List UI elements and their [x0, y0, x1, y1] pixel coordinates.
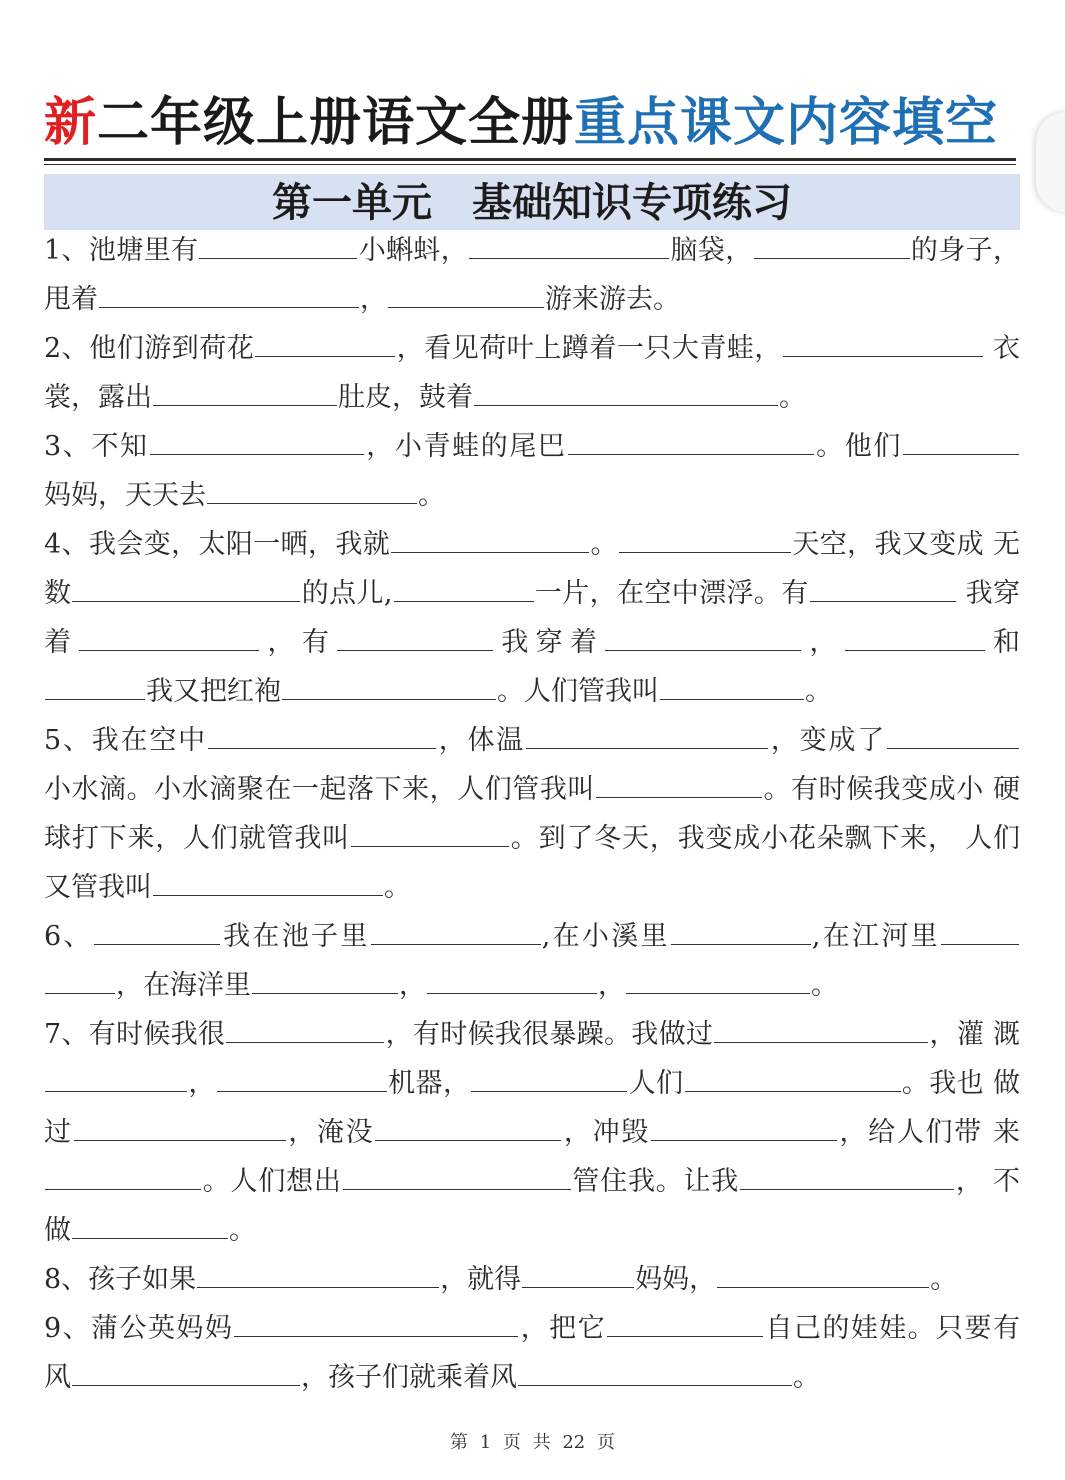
blank[interactable] [252, 963, 398, 994]
blank[interactable] [153, 865, 383, 896]
blank[interactable] [568, 424, 814, 455]
blank[interactable] [619, 522, 791, 553]
blank[interactable] [234, 1306, 518, 1337]
blank[interactable] [671, 914, 811, 945]
blank[interactable] [903, 424, 1019, 455]
question-4: 4、我会变，太阳一晒，我就 。 天空，我又变成 无数 的点儿, 一片，在空中漂浮。有 我穿着 ，有 我穿着 ， 和 我又把红袍 。人们管我叫 。 [44, 520, 1020, 716]
title-highlight: 重点课文内容填空 [574, 93, 999, 153]
blank[interactable] [371, 914, 541, 945]
title-prefix: 新 [44, 93, 98, 153]
blank[interactable] [427, 963, 597, 994]
blank[interactable] [74, 1110, 286, 1141]
page-number: 第 1 页 共 22 页 [450, 1432, 615, 1453]
blank[interactable] [607, 1306, 763, 1337]
blank[interactable] [845, 620, 985, 651]
blank[interactable] [79, 620, 259, 651]
blank[interactable] [208, 718, 436, 749]
blank[interactable] [714, 1012, 928, 1043]
title-main: 二年级上册语文全册 [97, 93, 575, 153]
blank[interactable] [72, 1208, 228, 1239]
blank[interactable] [199, 228, 357, 259]
question-6: 6、 我在池子里 ,在小溪里 ,在江河里 ，在海洋里 ， ， 。 [44, 912, 1020, 1010]
blank[interactable] [526, 718, 768, 749]
blank[interactable] [660, 669, 804, 700]
blank[interactable] [740, 1159, 954, 1190]
question-7: 7、有时候我很 ，有时候我很暴躁。我做过 ，灌 溉， 机器， 人们 。我也 做过 ，淹没 ，冲毁 ，给人们带 来。人们想出 管住我。让我 ， 不做 。 [44, 1010, 1020, 1255]
blank[interactable] [150, 424, 364, 455]
blank[interactable] [72, 1355, 300, 1386]
blank[interactable] [45, 669, 145, 700]
blank[interactable] [887, 718, 1019, 749]
blank[interactable] [754, 228, 910, 259]
blank[interactable] [217, 1061, 387, 1092]
blank[interactable] [282, 669, 496, 700]
document-title [44, 88, 1024, 158]
question-2: 2、他们游到荷花 ，看见荷叶上蹲着一只大青蛙， 衣裳，露出 肚皮，鼓着 。 [44, 324, 1020, 422]
title-underline [44, 158, 1016, 161]
blank[interactable] [474, 375, 778, 406]
title-underline-thin [44, 164, 1016, 165]
blank[interactable] [197, 1257, 439, 1288]
blank[interactable] [45, 1159, 201, 1190]
blank[interactable] [717, 1257, 929, 1288]
blank[interactable] [596, 767, 762, 798]
blank[interactable] [469, 228, 669, 259]
blank[interactable] [626, 963, 810, 994]
blank[interactable] [685, 1061, 901, 1092]
question-5: 5、我在空中 ，体温 ，变成了 小水滴。小水滴聚在一起落下来，人们管我叫 。有时候我变成小 硬球打下来，人们就管我叫 。到了冬天，我变成小花朵飘下来， 人们又管我叫 。 [44, 716, 1020, 912]
blank[interactable] [391, 522, 589, 553]
blank[interactable] [394, 571, 534, 602]
blank[interactable] [99, 277, 359, 308]
blank[interactable] [351, 816, 509, 847]
blank[interactable] [810, 571, 956, 602]
blank[interactable] [207, 473, 417, 504]
blank[interactable] [518, 1355, 792, 1386]
blank[interactable] [941, 914, 1019, 945]
blank[interactable] [522, 1257, 634, 1288]
question-3: 3、不知 ，小青蛙的尾巴 。他们 妈妈，天天去 。 [44, 422, 1020, 520]
blank[interactable] [72, 571, 300, 602]
question-1: 1、池塘里有 小蝌蚪， 脑袋， 的身子， 甩着 ， 游来游去。 [44, 226, 1020, 324]
exercise-list [44, 226, 1020, 1402]
blank[interactable] [471, 1061, 627, 1092]
blank[interactable] [388, 277, 544, 308]
blank[interactable] [45, 963, 115, 994]
blank[interactable] [337, 620, 493, 651]
blank[interactable] [255, 326, 395, 357]
question-8: 8、孩子如果 ，就得 妈妈， 。 [44, 1255, 1020, 1304]
blank[interactable] [343, 1159, 571, 1190]
blank[interactable] [651, 1110, 837, 1141]
unit-heading: 第一单元 基础知识专项练习 [44, 174, 1020, 230]
blank[interactable] [375, 1110, 561, 1141]
blank[interactable] [153, 375, 337, 406]
question-9: 9、蒲公英妈妈 ，把它 自己的娃娃。只要有 风 ，孩子们就乘着风 。 [44, 1304, 1020, 1402]
blank[interactable] [783, 326, 983, 357]
blank[interactable] [605, 620, 801, 651]
blank[interactable] [226, 1012, 384, 1043]
side-scroll-tab[interactable] [1036, 112, 1065, 212]
blank[interactable] [94, 914, 220, 945]
blank[interactable] [45, 1061, 187, 1092]
